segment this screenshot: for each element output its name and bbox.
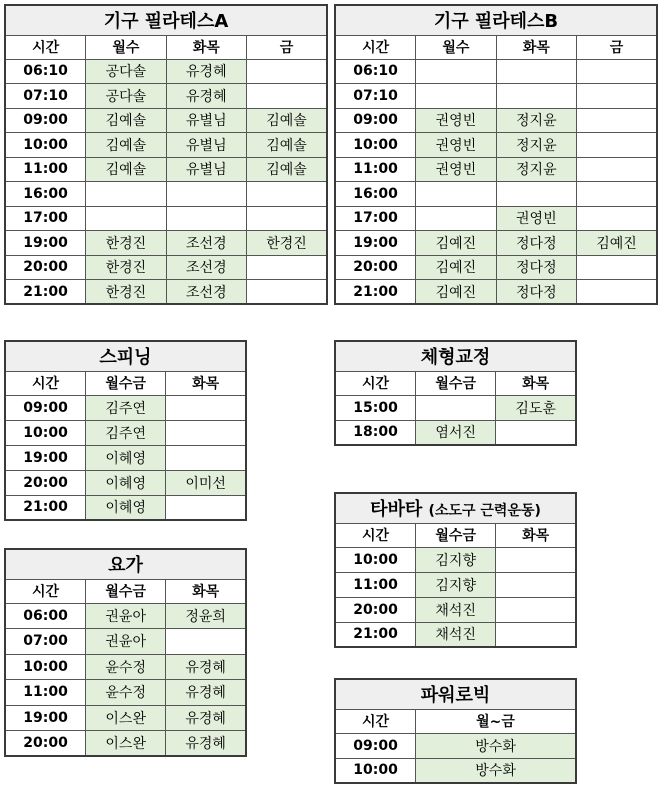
spinning-time-cell: 19:00 bbox=[5, 445, 86, 470]
spinning-instructor-cell bbox=[166, 495, 246, 520]
tabata-row bbox=[335, 572, 576, 597]
aerobic-row bbox=[335, 733, 576, 758]
posture-instructor-cell: 김도훈 bbox=[496, 395, 576, 420]
pilates-b-time-cell: 09:00 bbox=[335, 108, 416, 133]
pilates-a-instructor-cell: 유경혜 bbox=[166, 84, 246, 109]
spinning-instructor-cell bbox=[166, 395, 246, 420]
pilates-a-col-header: 화목 bbox=[166, 35, 246, 59]
pilates-a-time-cell: 21:00 bbox=[5, 280, 86, 305]
pilates-b-instructor-cell bbox=[577, 206, 657, 231]
pilates-b-instructor-cell bbox=[577, 182, 657, 207]
pilates-a-instructor-cell: 유별님 bbox=[166, 157, 246, 182]
posture-row bbox=[335, 395, 576, 420]
pilates-b-instructor-cell bbox=[416, 206, 496, 231]
tabata-instructor-cell: 채석진 bbox=[416, 597, 496, 622]
pilates-a-time-cell: 11:00 bbox=[5, 157, 86, 182]
pilates-b-row bbox=[335, 84, 657, 109]
pilates-b-col-header: 월수 bbox=[416, 35, 496, 59]
tabata-row bbox=[335, 597, 576, 622]
pilates-a-col-header: 시간 bbox=[5, 35, 86, 59]
pilates-b-row bbox=[335, 108, 657, 133]
yoga-time-cell: 11:00 bbox=[5, 680, 86, 706]
pilates-a-instructor-cell: 김예솔 bbox=[86, 133, 166, 158]
tabata-instructor-cell: 김지향 bbox=[416, 572, 496, 597]
posture-instructor-cell bbox=[496, 420, 576, 445]
yoga-instructor-cell: 유경혜 bbox=[166, 680, 246, 706]
pilates-a-row bbox=[5, 182, 327, 207]
yoga-col-header: 월수금 bbox=[86, 579, 166, 603]
yoga-col-header: 화목 bbox=[166, 579, 246, 603]
spinning-row bbox=[5, 395, 246, 420]
pilates-b-time-cell: 06:10 bbox=[335, 59, 416, 84]
pilates-a-time-cell: 09:00 bbox=[5, 108, 86, 133]
pilates-b-instructor-cell bbox=[577, 59, 657, 84]
pilates-a-time-cell: 07:10 bbox=[5, 84, 86, 109]
pilates-b-row bbox=[335, 157, 657, 182]
tabata-row bbox=[335, 547, 576, 572]
aerobic-instructor-cell: 방수화 bbox=[416, 758, 576, 783]
pilates-b-instructor-cell: 김예진 bbox=[416, 231, 496, 256]
yoga-title: 요가 bbox=[5, 549, 246, 579]
tabata-title-sub: (소도구 근력운동) bbox=[428, 503, 541, 520]
spinning-instructor-cell bbox=[166, 445, 246, 470]
pilates-a-instructor-cell: 공다솔 bbox=[86, 84, 166, 109]
pilates-b-table bbox=[334, 4, 658, 305]
pilates-a-instructor-cell bbox=[166, 182, 246, 207]
pilates-a-instructor-cell: 한경진 bbox=[247, 231, 327, 256]
yoga-row bbox=[5, 654, 246, 680]
pilates-a-row bbox=[5, 84, 327, 109]
pilates-a-instructor-cell bbox=[247, 59, 327, 84]
spinning-row bbox=[5, 420, 246, 445]
yoga-instructor-cell: 권윤아 bbox=[86, 603, 166, 629]
pilates-b-instructor-cell: 권영빈 bbox=[416, 108, 496, 133]
posture-time-cell: 15:00 bbox=[335, 395, 416, 420]
yoga-instructor-cell: 윤수정 bbox=[86, 654, 166, 680]
pilates-b-instructor-cell: 정지윤 bbox=[496, 133, 576, 158]
pilates-a-instructor-cell: 김예솔 bbox=[247, 133, 327, 158]
pilates-b-row bbox=[335, 255, 657, 280]
pilates-b-row bbox=[335, 182, 657, 207]
pilates-b-instructor-cell bbox=[496, 84, 576, 109]
pilates-a-instructor-cell: 한경진 bbox=[86, 280, 166, 305]
yoga-row bbox=[5, 731, 246, 757]
posture-col-header: 시간 bbox=[335, 371, 416, 395]
pilates-b-row bbox=[335, 133, 657, 158]
pilates-a-instructor-cell bbox=[247, 255, 327, 280]
pilates-b-instructor-cell bbox=[577, 84, 657, 109]
posture-header-row bbox=[335, 371, 576, 395]
posture-time-cell: 18:00 bbox=[335, 420, 416, 445]
spinning-header-row bbox=[5, 371, 246, 395]
pilates-b-instructor-cell bbox=[416, 84, 496, 109]
yoga-row bbox=[5, 680, 246, 706]
pilates-b-time-cell: 11:00 bbox=[335, 157, 416, 182]
pilates-b-instructor-cell bbox=[496, 59, 576, 84]
pilates-a-table bbox=[4, 4, 328, 305]
pilates-b-instructor-cell bbox=[577, 108, 657, 133]
yoga-instructor-cell: 이스완 bbox=[86, 705, 166, 731]
yoga-col-header: 시간 bbox=[5, 579, 86, 603]
tabata-instructor-cell bbox=[496, 597, 576, 622]
pilates-b-time-cell: 07:10 bbox=[335, 84, 416, 109]
pilates-a-time-cell: 20:00 bbox=[5, 255, 86, 280]
yoga-time-cell: 07:00 bbox=[5, 629, 86, 655]
posture-instructor-cell: 염서진 bbox=[416, 420, 496, 445]
yoga-instructor-cell: 권윤아 bbox=[86, 629, 166, 655]
spinning-time-cell: 21:00 bbox=[5, 495, 86, 520]
yoga-time-cell: 19:00 bbox=[5, 705, 86, 731]
pilates-b-row bbox=[335, 231, 657, 256]
aerobic-row bbox=[335, 758, 576, 783]
pilates-a-instructor-cell: 유경혜 bbox=[166, 59, 246, 84]
pilates-a-col-header: 금 bbox=[247, 35, 327, 59]
pilates-b-col-header: 화목 bbox=[496, 35, 576, 59]
pilates-a-instructor-cell: 조선경 bbox=[166, 255, 246, 280]
pilates-b-col-header: 시간 bbox=[335, 35, 416, 59]
pilates-a-time-cell: 16:00 bbox=[5, 182, 86, 207]
spinning-table bbox=[4, 340, 247, 521]
pilates-b-instructor-cell: 권영빈 bbox=[416, 157, 496, 182]
pilates-a-instructor-cell: 김예솔 bbox=[247, 157, 327, 182]
posture-instructor-cell bbox=[416, 395, 496, 420]
posture-col-header: 화목 bbox=[496, 371, 576, 395]
spinning-col-header: 화목 bbox=[166, 371, 246, 395]
pilates-b-instructor-cell: 권영빈 bbox=[416, 133, 496, 158]
pilates-a-instructor-cell bbox=[247, 280, 327, 305]
pilates-b-title: 기구 필라테스B bbox=[335, 5, 657, 35]
pilates-a-time-cell: 17:00 bbox=[5, 206, 86, 231]
spinning-row bbox=[5, 445, 246, 470]
pilates-a-title: 기구 필라테스A bbox=[5, 5, 327, 35]
spinning-row bbox=[5, 495, 246, 520]
tabata-time-cell: 11:00 bbox=[335, 572, 416, 597]
yoga-instructor-cell bbox=[166, 629, 246, 655]
pilates-a-instructor-cell bbox=[86, 206, 166, 231]
pilates-a-instructor-cell bbox=[247, 182, 327, 207]
pilates-b-instructor-cell bbox=[577, 280, 657, 305]
spinning-time-cell: 09:00 bbox=[5, 395, 86, 420]
pilates-a-row bbox=[5, 231, 327, 256]
pilates-a-time-cell: 19:00 bbox=[5, 231, 86, 256]
posture-title: 체형교정 bbox=[335, 341, 576, 371]
pilates-b-time-cell: 17:00 bbox=[335, 206, 416, 231]
pilates-a-instructor-cell: 한경진 bbox=[86, 255, 166, 280]
tabata-row bbox=[335, 622, 576, 647]
spinning-instructor-cell: 김주연 bbox=[86, 395, 166, 420]
tabata-col-header: 월수금 bbox=[416, 523, 496, 547]
pilates-a-row bbox=[5, 133, 327, 158]
spinning-instructor-cell: 이미선 bbox=[166, 470, 246, 495]
yoga-instructor-cell: 유경혜 bbox=[166, 731, 246, 757]
posture-col-header: 월수금 bbox=[416, 371, 496, 395]
pilates-b-instructor-cell: 김예진 bbox=[416, 255, 496, 280]
pilates-a-instructor-cell: 김예솔 bbox=[86, 157, 166, 182]
pilates-a-row bbox=[5, 108, 327, 133]
posture-row bbox=[335, 420, 576, 445]
pilates-a-time-cell: 06:10 bbox=[5, 59, 86, 84]
spinning-col-header: 월수금 bbox=[86, 371, 166, 395]
spinning-title: 스피닝 bbox=[5, 341, 246, 371]
tabata-title-main: 타바타 bbox=[370, 499, 423, 521]
spinning-instructor-cell: 이혜영 bbox=[86, 445, 166, 470]
aerobic-header-row bbox=[335, 709, 576, 733]
tabata-col-header: 시간 bbox=[335, 523, 416, 547]
pilates-b-instructor-cell bbox=[577, 255, 657, 280]
pilates-a-instructor-cell: 한경진 bbox=[86, 231, 166, 256]
aerobic-time-cell: 10:00 bbox=[335, 758, 416, 783]
yoga-time-cell: 10:00 bbox=[5, 654, 86, 680]
pilates-b-instructor-cell: 정다정 bbox=[496, 231, 576, 256]
aerobic-title: 파워로빅 bbox=[335, 679, 576, 709]
pilates-b-instructor-cell: 권영빈 bbox=[496, 206, 576, 231]
spinning-instructor-cell: 김주연 bbox=[86, 420, 166, 445]
tabata-instructor-cell: 김지향 bbox=[416, 547, 496, 572]
pilates-a-instructor-cell bbox=[247, 84, 327, 109]
pilates-a-header-row bbox=[5, 35, 327, 59]
yoga-instructor-cell: 정윤희 bbox=[166, 603, 246, 629]
spinning-instructor-cell: 이혜영 bbox=[86, 495, 166, 520]
yoga-row bbox=[5, 629, 246, 655]
yoga-time-cell: 20:00 bbox=[5, 731, 86, 757]
tabata-instructor-cell: 채석진 bbox=[416, 622, 496, 647]
pilates-b-time-cell: 21:00 bbox=[335, 280, 416, 305]
yoga-row bbox=[5, 603, 246, 629]
pilates-b-instructor-cell: 정지윤 bbox=[496, 108, 576, 133]
tabata-instructor-cell bbox=[496, 622, 576, 647]
pilates-a-instructor-cell: 유별님 bbox=[166, 133, 246, 158]
pilates-a-row bbox=[5, 255, 327, 280]
tabata-time-cell: 21:00 bbox=[335, 622, 416, 647]
pilates-a-instructor-cell: 김예솔 bbox=[247, 108, 327, 133]
posture-table bbox=[334, 340, 577, 446]
pilates-a-instructor-cell: 유별님 bbox=[166, 108, 246, 133]
pilates-b-header-row bbox=[335, 35, 657, 59]
yoga-instructor-cell: 윤수정 bbox=[86, 680, 166, 706]
yoga-row bbox=[5, 705, 246, 731]
pilates-a-row bbox=[5, 206, 327, 231]
pilates-b-instructor-cell: 정다정 bbox=[496, 280, 576, 305]
pilates-b-instructor-cell bbox=[416, 182, 496, 207]
pilates-a-row bbox=[5, 59, 327, 84]
pilates-b-instructor-cell bbox=[577, 133, 657, 158]
pilates-a-instructor-cell bbox=[86, 182, 166, 207]
pilates-a-time-cell: 10:00 bbox=[5, 133, 86, 158]
yoga-table bbox=[4, 548, 247, 757]
pilates-b-col-header: 금 bbox=[577, 35, 657, 59]
pilates-a-instructor-cell bbox=[247, 206, 327, 231]
aerobic-table bbox=[334, 678, 577, 784]
yoga-instructor-cell: 유경혜 bbox=[166, 654, 246, 680]
pilates-b-instructor-cell bbox=[416, 59, 496, 84]
pilates-b-instructor-cell: 정다정 bbox=[496, 255, 576, 280]
yoga-time-cell: 06:00 bbox=[5, 603, 86, 629]
spinning-instructor-cell: 이혜영 bbox=[86, 470, 166, 495]
yoga-header-row bbox=[5, 579, 246, 603]
tabata-table bbox=[334, 492, 577, 648]
yoga-instructor-cell: 이스완 bbox=[86, 731, 166, 757]
pilates-a-col-header: 월수 bbox=[86, 35, 166, 59]
pilates-a-row bbox=[5, 157, 327, 182]
pilates-b-instructor-cell bbox=[577, 157, 657, 182]
pilates-b-row bbox=[335, 59, 657, 84]
aerobic-col-header: 시간 bbox=[335, 709, 416, 733]
tabata-title bbox=[335, 493, 576, 523]
tabata-time-cell: 20:00 bbox=[335, 597, 416, 622]
spinning-time-cell: 10:00 bbox=[5, 420, 86, 445]
aerobic-col-header: 월~금 bbox=[416, 709, 576, 733]
pilates-b-time-cell: 19:00 bbox=[335, 231, 416, 256]
pilates-b-time-cell: 10:00 bbox=[335, 133, 416, 158]
tabata-col-header: 화목 bbox=[496, 523, 576, 547]
tabata-instructor-cell bbox=[496, 547, 576, 572]
pilates-a-instructor-cell: 공다솔 bbox=[86, 59, 166, 84]
pilates-a-instructor-cell: 조선경 bbox=[166, 231, 246, 256]
pilates-b-instructor-cell: 정지윤 bbox=[496, 157, 576, 182]
pilates-b-instructor-cell bbox=[496, 182, 576, 207]
pilates-b-row bbox=[335, 206, 657, 231]
pilates-b-instructor-cell: 김예진 bbox=[416, 280, 496, 305]
pilates-b-instructor-cell: 김예진 bbox=[577, 231, 657, 256]
spinning-time-cell: 20:00 bbox=[5, 470, 86, 495]
spinning-col-header: 시간 bbox=[5, 371, 86, 395]
spinning-row bbox=[5, 470, 246, 495]
pilates-a-instructor-cell: 김예솔 bbox=[86, 108, 166, 133]
pilates-a-instructor-cell: 조선경 bbox=[166, 280, 246, 305]
aerobic-time-cell: 09:00 bbox=[335, 733, 416, 758]
pilates-b-row bbox=[335, 280, 657, 305]
pilates-a-instructor-cell bbox=[166, 206, 246, 231]
aerobic-instructor-cell: 방수화 bbox=[416, 733, 576, 758]
yoga-instructor-cell: 유경혜 bbox=[166, 705, 246, 731]
spinning-instructor-cell bbox=[166, 420, 246, 445]
pilates-b-time-cell: 16:00 bbox=[335, 182, 416, 207]
tabata-time-cell: 10:00 bbox=[335, 547, 416, 572]
tabata-header-row bbox=[335, 523, 576, 547]
tabata-instructor-cell bbox=[496, 572, 576, 597]
pilates-b-time-cell: 20:00 bbox=[335, 255, 416, 280]
pilates-a-row bbox=[5, 280, 327, 305]
